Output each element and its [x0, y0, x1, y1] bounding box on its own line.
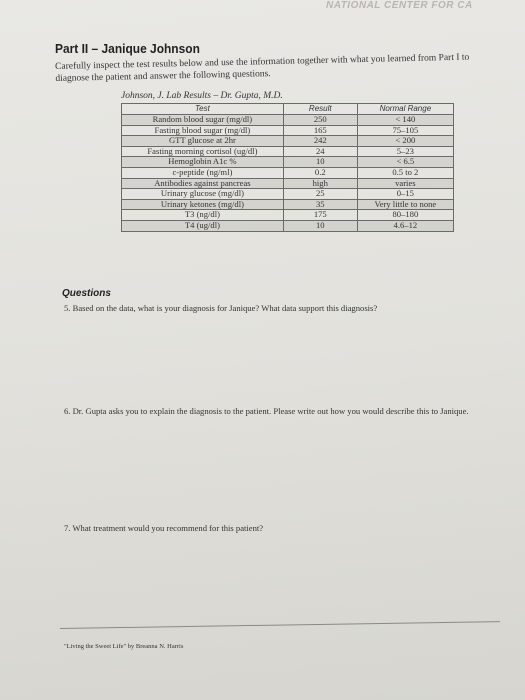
range-cell: 75–105	[357, 125, 453, 136]
table-row	[122, 178, 454, 189]
test-cell: T4 (ug/dl)	[122, 220, 284, 231]
table-row	[122, 199, 454, 210]
intro-instructions: Carefully inspect the test results below and use the information together with what you learned from Part I to diagnose the patient and answer the following questions.	[55, 52, 470, 84]
table-row	[122, 157, 454, 168]
test-cell: Hemoglobin A1c %	[122, 157, 284, 168]
result-cell: 175	[283, 210, 357, 221]
result-cell: 24	[283, 146, 357, 157]
question-7: 7. What treatment would you recommend for this patient?	[64, 523, 264, 533]
questions-heading: Questions	[62, 288, 111, 299]
table-row	[122, 167, 454, 178]
range-cell: < 140	[357, 115, 453, 126]
test-cell: Urinary glucose (mg/dl)	[122, 189, 284, 200]
header-watermark: NATIONAL CENTER FOR CA	[326, 0, 473, 11]
range-cell: 0.5 to 2	[357, 167, 453, 178]
range-cell: varies	[357, 178, 453, 189]
test-cell: T3 (ng/dl)	[122, 210, 284, 221]
lab-results-table	[121, 103, 454, 232]
test-cell: GTT glucose at 2hr	[122, 136, 284, 147]
result-cell: 242	[283, 136, 357, 147]
footer-credit: "Living the Sweet Life" by Breanna N. Harris	[64, 643, 184, 650]
range-cell: 5–23	[357, 146, 453, 157]
range-cell: < 6.5	[357, 157, 453, 168]
column-header-normal-range: Normal Range	[357, 104, 453, 115]
range-cell: 80–180	[357, 210, 453, 221]
table-row	[122, 220, 454, 231]
footer-divider	[60, 621, 500, 629]
table-row	[122, 210, 454, 221]
column-header-test: Test	[122, 104, 284, 115]
range-cell: 4.6–12	[357, 220, 453, 231]
table-row	[122, 136, 454, 147]
test-cell: Random blood sugar (mg/dl)	[122, 115, 284, 126]
table-row	[122, 146, 454, 157]
result-cell: 10	[283, 220, 357, 231]
test-cell: Urinary ketones (mg/dl)	[122, 199, 284, 210]
test-cell: Fasting blood sugar (mg/dl)	[122, 125, 284, 136]
test-cell: c-peptide (ng/ml)	[122, 167, 284, 178]
result-cell: 35	[283, 199, 357, 210]
result-cell: 0.2	[283, 167, 357, 178]
result-cell: 165	[283, 125, 357, 136]
table-header-row	[122, 104, 454, 115]
range-cell: < 200	[357, 136, 453, 147]
result-cell: 250	[283, 115, 357, 126]
table-row	[122, 189, 454, 200]
range-cell: Very little to none	[357, 199, 453, 210]
question-5: 5. Based on the data, what is your diagnosis for Janique? What data support this diagnosis?	[64, 303, 378, 313]
result-cell: 10	[283, 157, 357, 168]
range-cell: 0–15	[357, 189, 453, 200]
table-row	[122, 125, 454, 136]
test-cell: Fasting morning cortisol (ug/dl)	[122, 146, 284, 157]
result-cell: 25	[283, 189, 357, 200]
column-header-result: Result	[283, 104, 357, 115]
lab-results-caption: Johnson, J. Lab Results – Dr. Gupta, M.D.	[121, 91, 283, 101]
test-cell: Antibodies against pancreas	[122, 178, 284, 189]
question-6: 6. Dr. Gupta asks you to explain the diagnosis to the patient. Please write out how you would describe this to Janique.	[64, 406, 469, 416]
table-row	[122, 115, 454, 126]
result-cell: high	[283, 178, 357, 189]
part-title: Part II – Janique Johnson	[55, 41, 200, 56]
